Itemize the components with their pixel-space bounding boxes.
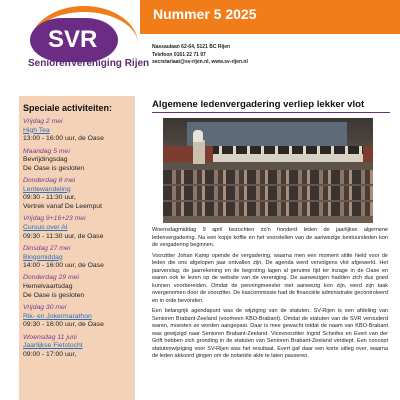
event-detail: 14:00 - 16:00 uur, de Oase — [23, 262, 104, 270]
event-list — [23, 118, 133, 363]
event-detail: 09:30 - 16:00 uur, de Oase — [23, 321, 104, 329]
event-title-link[interactable]: Bingomiddag — [23, 253, 63, 261]
event-date: Vrijdag 9+16+23 mei — [23, 215, 86, 223]
article-title: Algemene ledenvergadering verliep lekker vlot — [152, 99, 365, 110]
event-date: Vrijdag 30 mei — [23, 304, 67, 312]
event-title: Hemelvaartsdag — [23, 283, 73, 291]
event-item — [23, 177, 133, 211]
event-detail: De Oase is gesloten — [23, 291, 85, 299]
event-detail: 09:30 - 11:30 uur, de Oase — [23, 232, 104, 240]
event-title-link[interactable]: High Tea — [23, 126, 50, 134]
photo-speaker — [193, 130, 203, 142]
event-date: Maandag 5 mei — [23, 147, 70, 155]
article-body — [152, 227, 388, 364]
event-title-link[interactable]: Jaarlijkse Fietstocht — [23, 342, 83, 350]
event-date: Donderdag 8 mei — [23, 177, 76, 185]
event-title: Bevrijdingsdag — [23, 156, 68, 164]
org-name: SeniorenVereniging Rijen — [28, 58, 150, 69]
event-item — [23, 215, 133, 241]
event-detail: 09:30 - 11:30 uur, — [23, 194, 76, 202]
event-detail-2: Vertrek vanaf De Leemput — [23, 202, 102, 210]
event-item — [23, 304, 133, 330]
photo-audience-row — [163, 202, 373, 216]
event-date: Woensdag 11 juni — [23, 333, 77, 341]
logo-text: SVR — [48, 26, 98, 53]
issue-number: Nummer 5 2025 — [153, 6, 257, 22]
photo-screen — [187, 122, 347, 146]
event-item — [23, 274, 133, 300]
event-title-link[interactable]: Lentewandeling — [23, 185, 71, 193]
activities-sidebar — [19, 96, 135, 400]
contact-phone: Telefoon 0161 22 71 97 — [152, 51, 206, 58]
event-detail: 13:00 - 16:00 uur, de Oase — [23, 135, 104, 143]
photo-audience-row — [163, 186, 373, 200]
photo-board-members — [213, 146, 363, 154]
article-paragraph: Voorzitter Johan Kamp opende de vergadering, waarna men een moment stilte hield voor de leden die ons afgelopen jaar ontvallen zijn. De agenda werd vervolgens vlot afgewerkt. Het jaarverslag, de jaarrekening en de begroting lagen al geruime tijd ter inzage in de Oase en waren ook te lezen op de website van de vereniging. De aanwezigen hadden zich dus goed kunnen voorbereiden. Omdat de penningmeester niet aanwezig kon zijn, werd zijn taak overgenomen door de voorzitter. De kascommissie had de financiële administratie gecontroleerd en in orde bevonden. — [152, 252, 388, 304]
event-date: Dinsdag 27 mei — [23, 244, 71, 252]
event-date: Vrijdag 2 mei — [23, 118, 63, 125]
sidebar-heading: Speciale activiteiten: — [23, 103, 113, 113]
event-title-link[interactable]: Cursus over AI — [23, 223, 68, 231]
title-divider — [152, 112, 390, 113]
event-title-link[interactable]: Rik- en Jokermarathon — [23, 312, 92, 320]
event-item — [23, 245, 133, 271]
event-detail: De Oase is gesloten — [23, 164, 85, 172]
contact-block — [152, 44, 392, 67]
event-item — [23, 334, 133, 360]
event-item — [23, 148, 133, 174]
contact-address: Nassaulaan 62-64, 5121 BC Rijen — [152, 44, 231, 50]
photo-audience-row — [163, 170, 373, 184]
contact-emails[interactable]: secretariaat@sv-rijen.nl, www.sv-rijen.nl — [152, 59, 248, 66]
photo-podium — [193, 140, 205, 164]
article-paragraph: Een belangrijk agendapunt was de wijziging van de statuten. SV-Rijen is een afdeling van Senioren Brabant-Zeeland (voorheen KBO-Brabant). Omdat de statuten van de SVR verouderd waren, moesten ze worden aangepast. Daar is mee gewacht totdat de naam van KBO-Brabant was gewijzigd naar Senioren Brabant-Zeeland. Vicevoorzitter Ingrid Scheifes en Evert van der Grift hebben zich gronding in de statuten van Senioren Brabant-Zeeland verdiept. Een concept statutenwijziging voor SV-Rijen was het resultaat. Evert gaf daar een korte uitleg over, waarna de leden akkoord gingen om de notariële akte te laten passeren. — [152, 308, 388, 359]
event-detail: 09:00 - 17:00 uur, — [23, 350, 77, 358]
event-item — [23, 118, 133, 144]
article-paragraph: Woensdagmiddag 9 april bezochten zo'n honderd leden de jaarlijkse algemene ledenvergadering. Na een kopje koffie en het voorstellen van de aanwezige bestuursleden kon de vergadering beginnen. — [152, 227, 388, 248]
meeting-photo — [163, 118, 373, 223]
photo-table — [213, 154, 363, 162]
event-date: Donderdag 29 mei — [23, 274, 79, 282]
